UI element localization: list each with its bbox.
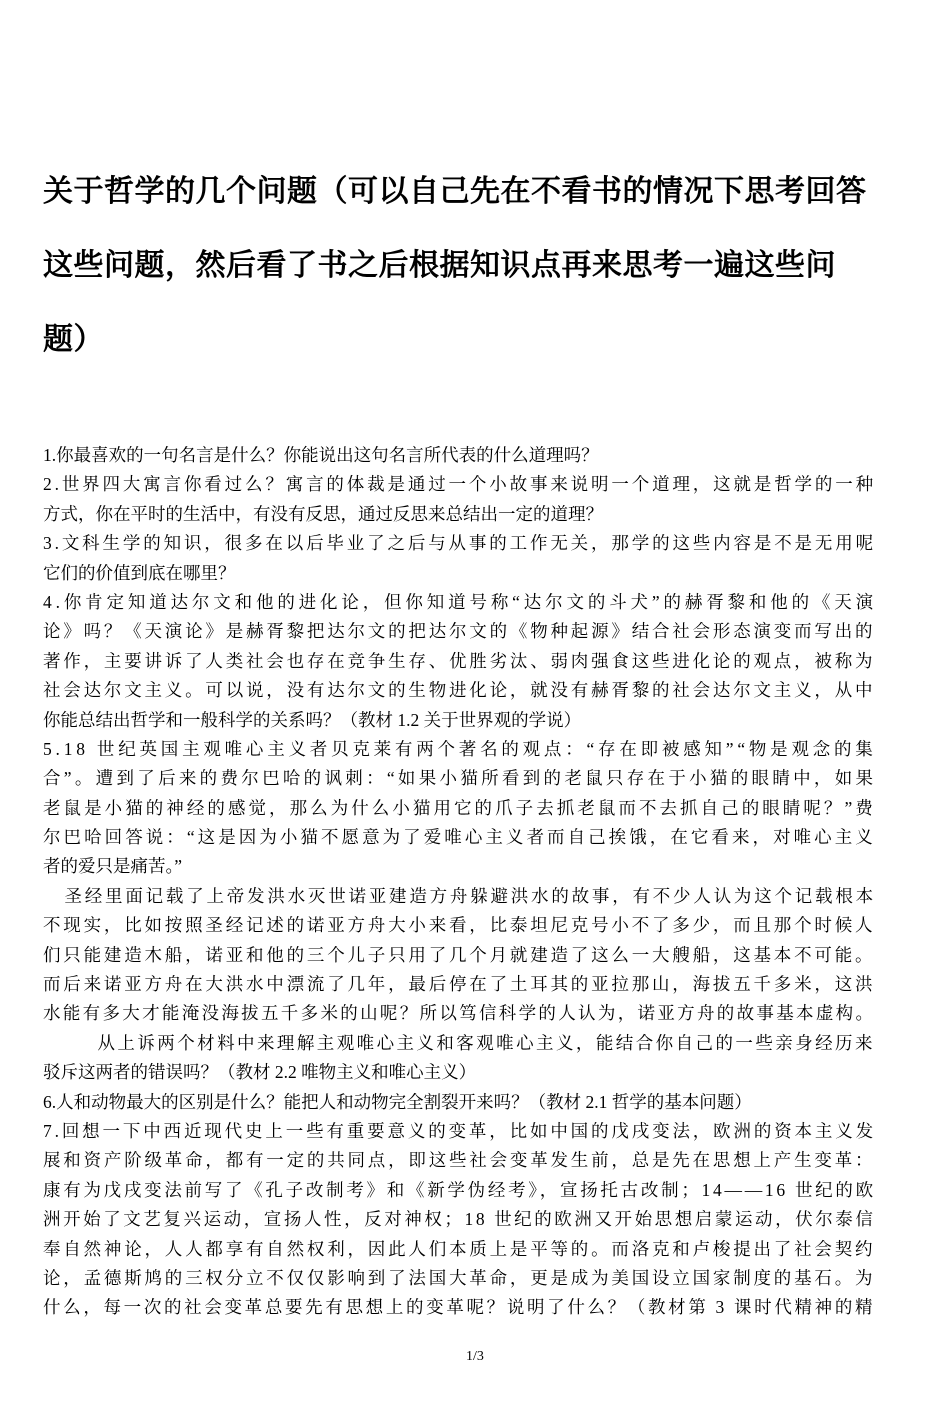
body-text-line: 1.你最喜欢的一句名言是什么？你能说出这句名言所代表的什么道理吗？ bbox=[43, 445, 599, 465]
body-text-line: 7.回想一下中西近现代史上一些有重要意义的变革，比如中国的戊戌变法，欧洲的资本主义发 bbox=[43, 1120, 876, 1141]
body-text-line: 水能有多大才能淹没海拔五千多米的山呢？所以笃信科学的人认为，诺亚方舟的故事基本虚构。 bbox=[43, 1003, 876, 1024]
body-text-line: 著作，主要讲诉了人类社会也存在竞争生存、优胜劣汰、弱肉强食这些进化论的观点，被称为 bbox=[43, 650, 876, 671]
body-text-line: 驳斥这两者的错误吗？（教材 2.2 唯物主义和唯心主义） bbox=[43, 1062, 477, 1083]
body-text-line: 者的爱只是痛苦。” bbox=[43, 856, 183, 877]
body-text-line: 5.18 世纪英国主观唯心主义者贝克莱有两个著名的观点：“存在即被感知”“物是观念的集 bbox=[43, 738, 877, 759]
page-number: 1/3 bbox=[466, 1349, 484, 1364]
body-text-line: 而后来诺亚方舟在大洪水中漂流了几年，最后停在了土耳其的亚拉那山，海拔五千多米，这洪 bbox=[43, 974, 876, 995]
body-text-line: 从上诉两个材料中来理解主观唯心主义和客观唯心主义，能结合你自己的一些亲身经历来 bbox=[43, 1032, 875, 1053]
document-title bbox=[43, 140, 883, 392]
title-line: 题） bbox=[43, 322, 104, 357]
body-text-line: 4.你肯定知道达尔文和他的进化论，但你知道号称“达尔文的斗犬”的赫胥黎和他的《天演 bbox=[43, 591, 878, 612]
body-text-line: 不现实，比如按照圣经记述的诺亚方舟大小来看，比泰坦尼克号小不了多少，而且那个时候人 bbox=[43, 915, 876, 936]
body-text-line: 老鼠是小猫的神经的感觉，那么为什么小猫用它的爪子去抓老鼠而不去抓自己的眼睛呢？”费 bbox=[43, 797, 876, 818]
body-text-line: 方式，你在平时的生活中，有没有反思，通过反思来总结出一定的道理？ bbox=[43, 503, 603, 524]
body-text-line: 论》吗？《天演论》是赫胥黎把达尔文的把达尔文的《物种起源》结合社会形态演变而写出的 bbox=[43, 621, 876, 642]
body-text-line: 尔巴哈回答说：“这是因为小猫不愿意为了爱唯心主义者而自己挨饿，在它看来，对唯心主义 bbox=[43, 827, 876, 848]
body-text-line: 们只能建造木船，诺亚和他的三个儿子只用了几个月就建造了这么一大艘船，这基本不可能。 bbox=[43, 944, 876, 965]
title-line: 关于哲学的几个问题（可以自己先在不看书的情况下思考回答 bbox=[43, 174, 867, 209]
body-text-line: 洲开始了文艺复兴运动，宣扬人性，反对神权；18 世纪的欧洲又开始思想启蒙运动，伏尔泰信 bbox=[43, 1209, 876, 1230]
body-text-line: 社会达尔文主义。可以说，没有达尔文的生物进化论，就没有赫胥黎的社会达尔文主义，从中 bbox=[43, 680, 876, 701]
body-text-line: 合”。遭到了后来的费尔巴哈的讽刺：“如果小猫所看到的老鼠只存在于小猫的眼睛中，如果 bbox=[43, 768, 877, 789]
body-text-line: 3.文科生学的知识，很多在以后毕业了之后与从事的工作无关，那学的这些内容是不是无用呢 bbox=[43, 533, 876, 554]
body-text-line: 圣经里面记载了上帝发洪水灭世诺亚建造方舟躲避洪水的故事，有不少人认为这个记载根本 bbox=[43, 885, 876, 906]
title-line: 这些问题，然后看了书之后根据知识点再来思考一遍这些问 bbox=[43, 248, 836, 283]
body-text-line: 展和资产阶级革命，都有一定的共同点，即这些社会变革发生前，总是先在思想上产生变革： bbox=[43, 1150, 876, 1171]
body-text-line: 康有为戊戌变法前写了《孔子改制考》和《新学伪经考》，宣扬托古改制；14——16 世纪的欧 bbox=[43, 1179, 876, 1200]
body-text-line: 2.世界四大寓言你看过么？寓言的体裁是通过一个小故事来说明一个道理，这就是哲学的一种 bbox=[43, 474, 876, 495]
document-body bbox=[43, 441, 878, 1323]
body-text-line: 奉自然神论，人人都享有自然权利，因此人们本质上是平等的。而洛克和卢梭提出了社会契约 bbox=[43, 1238, 876, 1259]
body-text-line: 6.人和动物最大的区别是什么？能把人和动物完全割裂开来吗？（教材 2.1 哲学的基本问题） bbox=[43, 1091, 752, 1112]
body-text-line: 什么，每一次的社会变革总要先有思想上的变革呢？说明了什么？（教材第 3 课时代精神的精 bbox=[43, 1297, 876, 1318]
body-text-line: 你能总结出哲学和一般科学的关系吗？（教材 1.2 关于世界观的学说） bbox=[43, 709, 582, 730]
body-text-line: 它们的价值到底在哪里？ bbox=[43, 562, 236, 583]
body-text-line: 论，孟德斯鸠的三权分立不仅仅影响到了法国大革命，更是成为美国设立国家制度的基石。为 bbox=[43, 1267, 876, 1288]
